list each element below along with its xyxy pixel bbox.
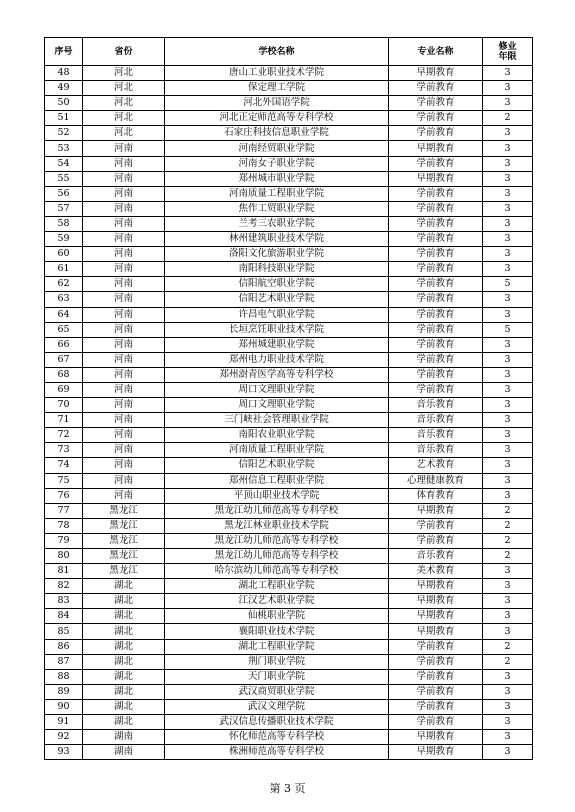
cell-seq: 76 <box>45 488 83 503</box>
cell-major: 学前教育 <box>389 216 483 231</box>
table-row <box>45 654 533 669</box>
cell-province: 河南 <box>83 443 165 458</box>
cell-school: 黑龙江林业职业技术学院 <box>165 518 389 533</box>
table-row <box>45 156 533 171</box>
cell-years: 3 <box>483 66 533 81</box>
cell-years: 3 <box>483 352 533 367</box>
cell-province: 河南 <box>83 352 165 367</box>
cell-major: 学前教育 <box>389 337 483 352</box>
cell-seq: 79 <box>45 533 83 548</box>
cell-seq: 80 <box>45 549 83 564</box>
table-row <box>45 216 533 231</box>
cell-years: 3 <box>483 609 533 624</box>
cell-major: 早期教育 <box>389 609 483 624</box>
table-row <box>45 594 533 609</box>
cell-school: 郑州信息工程职业学院 <box>165 473 389 488</box>
cell-school: 郑州电力职业技术学院 <box>165 352 389 367</box>
table-row <box>45 398 533 413</box>
cell-years: 3 <box>483 292 533 307</box>
cell-province: 河南 <box>83 458 165 473</box>
cell-major: 早期教育 <box>389 503 483 518</box>
cell-major: 音乐教育 <box>389 428 483 443</box>
cell-major: 学前教育 <box>389 699 483 714</box>
cell-seq: 49 <box>45 81 83 96</box>
table-row <box>45 66 533 81</box>
cell-years: 3 <box>483 745 533 760</box>
cell-years: 3 <box>483 458 533 473</box>
cell-major: 早期教育 <box>389 171 483 186</box>
cell-major: 学前教育 <box>389 156 483 171</box>
cell-school: 武汉信息传播职业技术学院 <box>165 715 389 730</box>
cell-major: 早期教育 <box>389 141 483 156</box>
cell-province: 河南 <box>83 171 165 186</box>
cell-school: 河北正定师范高等专科学校 <box>165 111 389 126</box>
cell-major: 早期教育 <box>389 66 483 81</box>
table-row <box>45 186 533 201</box>
cell-years: 3 <box>483 232 533 247</box>
cell-years: 2 <box>483 654 533 669</box>
cell-major: 学前教育 <box>389 81 483 96</box>
cell-seq: 48 <box>45 66 83 81</box>
cell-school: 黑龙江幼儿师范高等专科学校 <box>165 503 389 518</box>
table-row <box>45 307 533 322</box>
table-row <box>45 609 533 624</box>
cell-seq: 60 <box>45 247 83 262</box>
cell-school: 信阳艺术职业学院 <box>165 292 389 307</box>
cell-years: 3 <box>483 96 533 111</box>
cell-years: 3 <box>483 699 533 714</box>
cell-major: 学前教育 <box>389 277 483 292</box>
table-row <box>45 669 533 684</box>
cell-seq: 50 <box>45 96 83 111</box>
cell-school: 湖北工程职业学院 <box>165 639 389 654</box>
cell-province: 河南 <box>83 337 165 352</box>
cell-major: 早期教育 <box>389 730 483 745</box>
cell-years: 3 <box>483 428 533 443</box>
cell-province: 湖北 <box>83 654 165 669</box>
table-row <box>45 413 533 428</box>
cell-school: 兰考三农职业学院 <box>165 216 389 231</box>
cell-years: 3 <box>483 684 533 699</box>
table-row <box>45 745 533 760</box>
cell-province: 河南 <box>83 201 165 216</box>
cell-seq: 89 <box>45 684 83 699</box>
table-row <box>45 337 533 352</box>
cell-major: 学前教育 <box>389 352 483 367</box>
table-row <box>45 322 533 337</box>
table-row <box>45 277 533 292</box>
cell-years: 3 <box>483 443 533 458</box>
cell-province: 河南 <box>83 473 165 488</box>
cell-years: 3 <box>483 367 533 382</box>
cell-province: 河南 <box>83 186 165 201</box>
cell-school: 天门职业学院 <box>165 669 389 684</box>
cell-school: 河北外国语学院 <box>165 96 389 111</box>
cell-province: 河南 <box>83 141 165 156</box>
cell-seq: 51 <box>45 111 83 126</box>
table-row <box>45 564 533 579</box>
cell-years: 3 <box>483 669 533 684</box>
cell-seq: 57 <box>45 201 83 216</box>
cell-major: 学前教育 <box>389 533 483 548</box>
cell-school: 郑州城建职业学院 <box>165 337 389 352</box>
table-row <box>45 126 533 141</box>
cell-province: 河南 <box>83 232 165 247</box>
cell-major: 学前教育 <box>389 232 483 247</box>
page-number: 第 3 页 <box>269 782 306 795</box>
table-header <box>45 38 533 66</box>
cell-school: 长垣烹饪职业技术学院 <box>165 322 389 337</box>
table-row <box>45 96 533 111</box>
cell-years: 3 <box>483 579 533 594</box>
cell-major: 早期教育 <box>389 579 483 594</box>
cell-school: 石家庄科技信息职业学院 <box>165 126 389 141</box>
cell-major: 学前教育 <box>389 518 483 533</box>
table-row <box>45 473 533 488</box>
table-row <box>45 518 533 533</box>
cell-school: 林州建筑职业技术学院 <box>165 232 389 247</box>
cell-province: 湖南 <box>83 745 165 760</box>
cell-province: 河南 <box>83 488 165 503</box>
table-row <box>45 428 533 443</box>
cell-years: 3 <box>483 624 533 639</box>
cell-province: 湖北 <box>83 624 165 639</box>
cell-seq: 86 <box>45 639 83 654</box>
cell-province: 河南 <box>83 292 165 307</box>
cell-years: 3 <box>483 201 533 216</box>
cell-years: 3 <box>483 141 533 156</box>
cell-province: 河南 <box>83 413 165 428</box>
table-row <box>45 292 533 307</box>
cell-major: 早期教育 <box>389 624 483 639</box>
cell-years: 2 <box>483 533 533 548</box>
table-row <box>45 247 533 262</box>
table-row <box>45 488 533 503</box>
cell-school: 河南质量工程职业学院 <box>165 186 389 201</box>
cell-seq: 73 <box>45 443 83 458</box>
cell-seq: 77 <box>45 503 83 518</box>
cell-province: 黑龙江 <box>83 549 165 564</box>
cell-seq: 93 <box>45 745 83 760</box>
table-row <box>45 201 533 216</box>
cell-seq: 69 <box>45 382 83 397</box>
header-school: 学校名称 <box>165 38 389 66</box>
cell-years: 2 <box>483 518 533 533</box>
cell-years: 3 <box>483 81 533 96</box>
cell-years: 3 <box>483 216 533 231</box>
cell-province: 河南 <box>83 428 165 443</box>
cell-years: 2 <box>483 111 533 126</box>
cell-years: 3 <box>483 307 533 322</box>
cell-seq: 68 <box>45 367 83 382</box>
cell-province: 湖北 <box>83 639 165 654</box>
cell-major: 学前教育 <box>389 307 483 322</box>
cell-years: 3 <box>483 247 533 262</box>
cell-seq: 84 <box>45 609 83 624</box>
cell-years: 5 <box>483 322 533 337</box>
cell-seq: 74 <box>45 458 83 473</box>
table-row <box>45 715 533 730</box>
header-seq: 序号 <box>45 38 83 66</box>
table-row <box>45 624 533 639</box>
cell-school: 唐山工业职业技术学院 <box>165 66 389 81</box>
table-row <box>45 699 533 714</box>
cell-province: 湖南 <box>83 730 165 745</box>
table-row <box>45 503 533 518</box>
cell-seq: 67 <box>45 352 83 367</box>
cell-province: 湖北 <box>83 609 165 624</box>
cell-major: 早期教育 <box>389 594 483 609</box>
cell-school: 河南经贸职业学院 <box>165 141 389 156</box>
cell-school: 焦作工贸职业学院 <box>165 201 389 216</box>
cell-seq: 75 <box>45 473 83 488</box>
table-row <box>45 232 533 247</box>
cell-school: 平顶山职业技术学院 <box>165 488 389 503</box>
table-row <box>45 141 533 156</box>
cell-school: 信阳艺术职业学院 <box>165 458 389 473</box>
cell-seq: 92 <box>45 730 83 745</box>
cell-school: 哈尔滨幼儿师范高等专科学校 <box>165 564 389 579</box>
cell-years: 2 <box>483 549 533 564</box>
cell-major: 音乐教育 <box>389 443 483 458</box>
cell-school: 黑龙江幼儿师范高等专科学校 <box>165 549 389 564</box>
cell-years: 3 <box>483 262 533 277</box>
cell-province: 河北 <box>83 66 165 81</box>
cell-province: 河南 <box>83 398 165 413</box>
cell-major: 学前教育 <box>389 322 483 337</box>
cell-seq: 61 <box>45 262 83 277</box>
cell-province: 河南 <box>83 322 165 337</box>
cell-major: 美术教育 <box>389 564 483 579</box>
cell-seq: 83 <box>45 594 83 609</box>
cell-major: 艺术教育 <box>389 458 483 473</box>
cell-school: 三门峡社会管理职业学院 <box>165 413 389 428</box>
cell-major: 学前教育 <box>389 111 483 126</box>
cell-school: 江汉艺术职业学院 <box>165 594 389 609</box>
cell-major: 音乐教育 <box>389 413 483 428</box>
table-row <box>45 684 533 699</box>
cell-school: 株洲师范高等专科学校 <box>165 745 389 760</box>
cell-province: 河北 <box>83 126 165 141</box>
cell-province: 黑龙江 <box>83 503 165 518</box>
cell-province: 河北 <box>83 111 165 126</box>
cell-seq: 85 <box>45 624 83 639</box>
cell-seq: 72 <box>45 428 83 443</box>
cell-province: 河南 <box>83 156 165 171</box>
school-majors-table <box>44 37 533 760</box>
cell-seq: 91 <box>45 715 83 730</box>
cell-years: 2 <box>483 639 533 654</box>
table-row <box>45 458 533 473</box>
cell-years: 3 <box>483 126 533 141</box>
table-row <box>45 382 533 397</box>
cell-province: 湖北 <box>83 699 165 714</box>
cell-province: 河北 <box>83 96 165 111</box>
cell-seq: 63 <box>45 292 83 307</box>
cell-seq: 87 <box>45 654 83 669</box>
cell-province: 湖北 <box>83 669 165 684</box>
cell-years: 3 <box>483 186 533 201</box>
cell-major: 心理健康教育 <box>389 473 483 488</box>
cell-school: 襄阳职业技术学院 <box>165 624 389 639</box>
cell-school: 湖北工程职业学院 <box>165 579 389 594</box>
header-years: 修业 年限 <box>483 38 533 66</box>
cell-major: 早期教育 <box>389 745 483 760</box>
table-row <box>45 262 533 277</box>
cell-province: 河南 <box>83 247 165 262</box>
cell-major: 学前教育 <box>389 262 483 277</box>
cell-major: 学前教育 <box>389 654 483 669</box>
cell-major: 学前教育 <box>389 247 483 262</box>
table-row <box>45 533 533 548</box>
cell-province: 湖北 <box>83 594 165 609</box>
cell-school: 周口文理职业学院 <box>165 382 389 397</box>
cell-seq: 71 <box>45 413 83 428</box>
header-row <box>45 38 533 66</box>
cell-seq: 52 <box>45 126 83 141</box>
cell-school: 信阳航空职业学院 <box>165 277 389 292</box>
cell-years: 3 <box>483 594 533 609</box>
table-row <box>45 367 533 382</box>
cell-school: 南阳农业职业学院 <box>165 428 389 443</box>
header-major: 专业名称 <box>389 38 483 66</box>
cell-school: 荆门职业学院 <box>165 654 389 669</box>
cell-school: 河南质量工程职业学院 <box>165 443 389 458</box>
table-row <box>45 352 533 367</box>
cell-major: 音乐教育 <box>389 549 483 564</box>
cell-major: 学前教育 <box>389 186 483 201</box>
cell-school: 郑州城市职业学院 <box>165 171 389 186</box>
cell-seq: 81 <box>45 564 83 579</box>
cell-years: 3 <box>483 413 533 428</box>
cell-major: 学前教育 <box>389 96 483 111</box>
cell-seq: 62 <box>45 277 83 292</box>
cell-years: 3 <box>483 382 533 397</box>
cell-province: 河南 <box>83 307 165 322</box>
cell-seq: 88 <box>45 669 83 684</box>
cell-seq: 59 <box>45 232 83 247</box>
header-province: 省份 <box>83 38 165 66</box>
cell-major: 体育教育 <box>389 488 483 503</box>
cell-seq: 56 <box>45 186 83 201</box>
cell-seq: 90 <box>45 699 83 714</box>
cell-school: 黑龙江幼儿师范高等专科学校 <box>165 533 389 548</box>
cell-province: 黑龙江 <box>83 533 165 548</box>
cell-major: 学前教育 <box>389 684 483 699</box>
cell-school: 周口文理职业学院 <box>165 398 389 413</box>
cell-seq: 78 <box>45 518 83 533</box>
table-row <box>45 579 533 594</box>
table-body <box>45 66 533 760</box>
cell-seq: 82 <box>45 579 83 594</box>
cell-major: 学前教育 <box>389 292 483 307</box>
cell-seq: 53 <box>45 141 83 156</box>
cell-major: 学前教育 <box>389 715 483 730</box>
cell-province: 河北 <box>83 81 165 96</box>
cell-province: 河南 <box>83 262 165 277</box>
cell-province: 黑龙江 <box>83 564 165 579</box>
cell-school: 武汉文理学院 <box>165 699 389 714</box>
cell-school: 郑州澍青医学高等专科学校 <box>165 367 389 382</box>
cell-province: 黑龙江 <box>83 518 165 533</box>
cell-years: 3 <box>483 337 533 352</box>
table-row <box>45 549 533 564</box>
cell-province: 河南 <box>83 382 165 397</box>
cell-school: 保定理工学院 <box>165 81 389 96</box>
cell-major: 学前教育 <box>389 669 483 684</box>
cell-school: 怀化师范高等专科学校 <box>165 730 389 745</box>
cell-years: 3 <box>483 398 533 413</box>
cell-seq: 55 <box>45 171 83 186</box>
table-row <box>45 443 533 458</box>
cell-seq: 64 <box>45 307 83 322</box>
cell-school: 南阳科技职业学院 <box>165 262 389 277</box>
cell-seq: 65 <box>45 322 83 337</box>
cell-major: 学前教育 <box>389 201 483 216</box>
cell-major: 学前教育 <box>389 126 483 141</box>
cell-years: 3 <box>483 156 533 171</box>
cell-major: 音乐教育 <box>389 398 483 413</box>
cell-years: 3 <box>483 488 533 503</box>
cell-seq: 58 <box>45 216 83 231</box>
cell-major: 学前教育 <box>389 639 483 654</box>
cell-school: 洛阳文化旅游职业学院 <box>165 247 389 262</box>
cell-years: 3 <box>483 715 533 730</box>
cell-school: 许昌电气职业学院 <box>165 307 389 322</box>
cell-school: 武汉商贸职业学院 <box>165 684 389 699</box>
table-row <box>45 81 533 96</box>
cell-school: 仙桃职业学院 <box>165 609 389 624</box>
cell-years: 3 <box>483 171 533 186</box>
table-row <box>45 730 533 745</box>
cell-major: 学前教育 <box>389 382 483 397</box>
cell-province: 湖北 <box>83 579 165 594</box>
cell-seq: 66 <box>45 337 83 352</box>
cell-seq: 54 <box>45 156 83 171</box>
cell-school: 河南女子职业学院 <box>165 156 389 171</box>
cell-years: 3 <box>483 473 533 488</box>
cell-province: 湖北 <box>83 684 165 699</box>
cell-years: 2 <box>483 503 533 518</box>
cell-province: 河南 <box>83 216 165 231</box>
cell-province: 河南 <box>83 367 165 382</box>
table-row <box>45 639 533 654</box>
cell-years: 3 <box>483 730 533 745</box>
cell-major: 学前教育 <box>389 367 483 382</box>
cell-province: 河南 <box>83 277 165 292</box>
table-row <box>45 171 533 186</box>
table-row <box>45 111 533 126</box>
cell-years: 5 <box>483 277 533 292</box>
cell-province: 湖北 <box>83 715 165 730</box>
cell-seq: 70 <box>45 398 83 413</box>
cell-years: 3 <box>483 564 533 579</box>
